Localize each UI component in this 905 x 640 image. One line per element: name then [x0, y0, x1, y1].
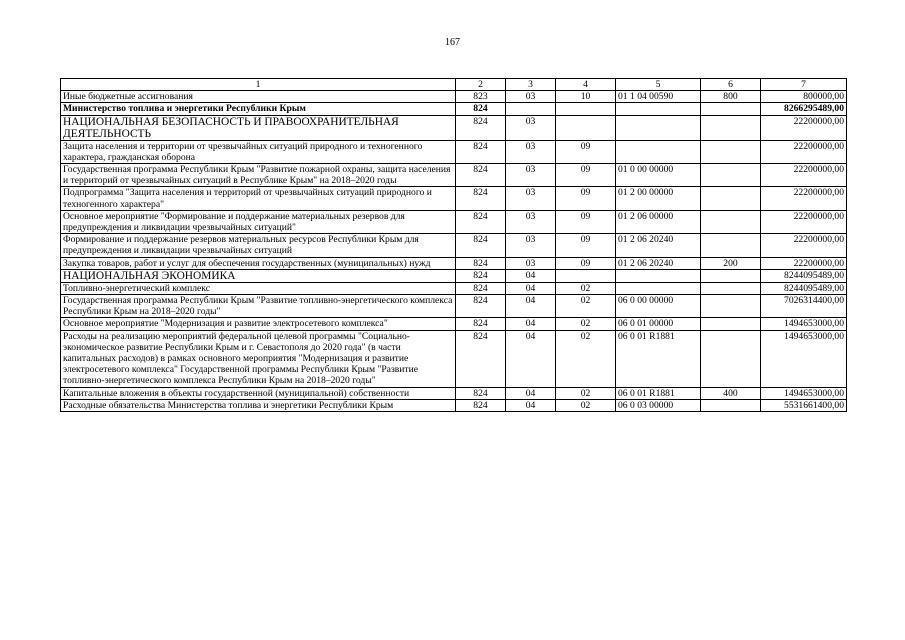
table-row [61, 234, 847, 257]
table-row [61, 91, 847, 103]
row-target-article [616, 282, 701, 294]
row-expense-type [701, 330, 761, 387]
row-target-article [616, 140, 701, 163]
row-ved-code: 824 [456, 269, 506, 282]
row-target-article: 01 0 00 00000 [616, 164, 701, 187]
table-row [61, 399, 847, 411]
row-ved-code: 824 [456, 234, 506, 257]
row-section-code: 04 [506, 387, 556, 399]
row-target-article: 06 0 01 R1881 [616, 387, 701, 399]
row-target-article: 01 2 06 00000 [616, 210, 701, 233]
table-row [61, 103, 847, 115]
row-ved-code: 824 [456, 103, 506, 115]
table-row [61, 282, 847, 294]
row-name: Топливно-энергетический комплекс [61, 282, 456, 294]
row-target-article [616, 115, 701, 140]
row-section-code: 04 [506, 318, 556, 330]
table-row [61, 140, 847, 163]
row-section-code: 04 [506, 282, 556, 294]
row-target-article: 01 2 06 20240 [616, 257, 701, 269]
row-expense-type [701, 187, 761, 210]
row-subsection-code: 09 [556, 164, 616, 187]
row-subsection-code: 02 [556, 295, 616, 318]
column-number: 7 [761, 79, 847, 91]
row-expense-type: 200 [701, 257, 761, 269]
column-number: 5 [616, 79, 701, 91]
column-number: 1 [61, 79, 456, 91]
row-section-code: 03 [506, 140, 556, 163]
row-ved-code: 824 [456, 210, 506, 233]
row-target-article: 06 0 00 00000 [616, 295, 701, 318]
row-amount: 800000,00 [761, 91, 847, 103]
row-name: Расходные обязательства Министерства топлива и энергетики Республики Крым [61, 399, 456, 411]
column-number: 2 [456, 79, 506, 91]
row-ved-code: 824 [456, 187, 506, 210]
row-amount: 22200000,00 [761, 210, 847, 233]
row-expense-type: 400 [701, 387, 761, 399]
row-section-code [506, 103, 556, 115]
row-amount: 8244095489,00 [761, 269, 847, 282]
row-subsection-code [556, 103, 616, 115]
budget-table [60, 78, 847, 412]
table-row [61, 187, 847, 210]
row-subsection-code: 02 [556, 399, 616, 411]
row-amount: 8244095489,00 [761, 282, 847, 294]
row-expense-type [701, 103, 761, 115]
row-ved-code: 824 [456, 140, 506, 163]
row-ved-code: 824 [456, 295, 506, 318]
table-row [61, 318, 847, 330]
row-section-code: 03 [506, 91, 556, 103]
row-subsection-code: 02 [556, 387, 616, 399]
row-amount: 1494653000,00 [761, 330, 847, 387]
row-expense-type [701, 295, 761, 318]
row-subsection-code: 09 [556, 234, 616, 257]
row-target-article: 06 0 03 00000 [616, 399, 701, 411]
row-ved-code: 824 [456, 318, 506, 330]
row-name: Государственная программа Республики Крым "Развитие пожарной охраны, защита населения и территорий от чрезвычайных ситуаций в Республике Крым" на 2018–2020 годы [61, 164, 456, 187]
column-number: 6 [701, 79, 761, 91]
row-target-article: 01 1 04 00590 [616, 91, 701, 103]
row-name: НАЦИОНАЛЬНАЯ ЭКОНОМИКА [61, 269, 456, 282]
row-amount: 7026314400,00 [761, 295, 847, 318]
row-subsection-code: 09 [556, 210, 616, 233]
row-amount: 5531661400,00 [761, 399, 847, 411]
row-section-code: 03 [506, 164, 556, 187]
row-name: Иные бюджетные ассигнования [61, 91, 456, 103]
page-number: 167 [445, 37, 460, 48]
row-subsection-code: 09 [556, 257, 616, 269]
row-section-code: 04 [506, 269, 556, 282]
row-target-article: 01 2 06 20240 [616, 234, 701, 257]
row-ved-code: 824 [456, 282, 506, 294]
row-amount: 1494653000,00 [761, 387, 847, 399]
row-name: Государственная программа Республики Крым "Развитие топливно-энергетического комплекса Республики Крым на 2018–2020 годы" [61, 295, 456, 318]
row-expense-type [701, 318, 761, 330]
row-name: Защита населения и территории от чрезвычайных ситуаций природного и техногенного характера, гражданская оборона [61, 140, 456, 163]
row-ved-code: 823 [456, 91, 506, 103]
row-expense-type [701, 115, 761, 140]
row-section-code: 03 [506, 234, 556, 257]
row-name: Подпрограмма "Защита населения и территорий от чрезвычайных ситуаций природного и техногенного характера" [61, 187, 456, 210]
row-subsection-code [556, 115, 616, 140]
row-section-code: 03 [506, 187, 556, 210]
row-section-code: 03 [506, 257, 556, 269]
row-amount: 22200000,00 [761, 164, 847, 187]
row-amount: 1494653000,00 [761, 318, 847, 330]
row-section-code: 04 [506, 399, 556, 411]
row-subsection-code: 09 [556, 140, 616, 163]
row-expense-type [701, 140, 761, 163]
row-subsection-code: 02 [556, 318, 616, 330]
row-expense-type [701, 282, 761, 294]
table-row [61, 164, 847, 187]
column-number: 3 [506, 79, 556, 91]
row-ved-code: 824 [456, 387, 506, 399]
row-ved-code: 824 [456, 330, 506, 387]
table-row [61, 210, 847, 233]
row-expense-type [701, 399, 761, 411]
row-subsection-code: 02 [556, 282, 616, 294]
column-number: 4 [556, 79, 616, 91]
row-name: Формирование и поддержание резервов материальных ресурсов Республики Крым для предупреждения и ликвидации чрезвычайных ситуаций [61, 234, 456, 257]
table-row [61, 269, 847, 282]
row-target-article [616, 103, 701, 115]
column-number-row [61, 79, 847, 91]
row-expense-type [701, 164, 761, 187]
row-subsection-code: 02 [556, 330, 616, 387]
table-row [61, 330, 847, 387]
row-section-code: 04 [506, 330, 556, 387]
row-ved-code: 824 [456, 257, 506, 269]
row-ved-code: 824 [456, 399, 506, 411]
table-row [61, 115, 847, 140]
row-section-code: 03 [506, 210, 556, 233]
row-name: Расходы на реализацию мероприятий федеральной целевой программы "Социально-экономическое развитие Республики Крым и г. Севастополя до 2020 года" (в части капитальных расходов) в рамках основного мероприятия "Модернизация и развитие электросетевого комплекса" Государственной программы Республики Крым "Развитие топливно-энергетического комплекса Республики Крым на 2018–2020 годы" [61, 330, 456, 387]
row-amount: 8266295489,00 [761, 103, 847, 115]
row-amount: 22200000,00 [761, 187, 847, 210]
row-name: Капитальные вложения в объекты государственной (муниципальной) собственности [61, 387, 456, 399]
row-section-code: 03 [506, 115, 556, 140]
row-ved-code: 824 [456, 164, 506, 187]
row-target-article: 01 2 00 00000 [616, 187, 701, 210]
table-row [61, 387, 847, 399]
row-ved-code: 824 [456, 115, 506, 140]
table-row [61, 257, 847, 269]
row-expense-type [701, 269, 761, 282]
row-target-article [616, 269, 701, 282]
row-subsection-code: 09 [556, 187, 616, 210]
row-subsection-code: 10 [556, 91, 616, 103]
row-amount: 22200000,00 [761, 115, 847, 140]
row-name: Министерство топлива и энергетики Республики Крым [61, 103, 456, 115]
row-subsection-code [556, 269, 616, 282]
row-amount: 22200000,00 [761, 257, 847, 269]
row-name: Основное мероприятие "Формирование и поддержание материальных резервов для предупреждения и ликвидации чрезвычайных ситуаций" [61, 210, 456, 233]
row-name: НАЦИОНАЛЬНАЯ БЕЗОПАСНОСТЬ И ПРАВООХРАНИТЕЛЬНАЯ ДЕЯТЕЛЬНОСТЬ [61, 115, 456, 140]
row-target-article: 06 0 01 00000 [616, 318, 701, 330]
table-row [61, 295, 847, 318]
row-amount: 22200000,00 [761, 234, 847, 257]
row-amount: 22200000,00 [761, 140, 847, 163]
row-target-article: 06 0 01 R1881 [616, 330, 701, 387]
row-expense-type: 800 [701, 91, 761, 103]
row-name: Закупка товаров, работ и услуг для обеспечения государственных (муниципальных) нужд [61, 257, 456, 269]
row-expense-type [701, 210, 761, 233]
row-expense-type [701, 234, 761, 257]
row-section-code: 04 [506, 295, 556, 318]
row-name: Основное мероприятие "Модернизация и развитие электросетевого комплекса" [61, 318, 456, 330]
